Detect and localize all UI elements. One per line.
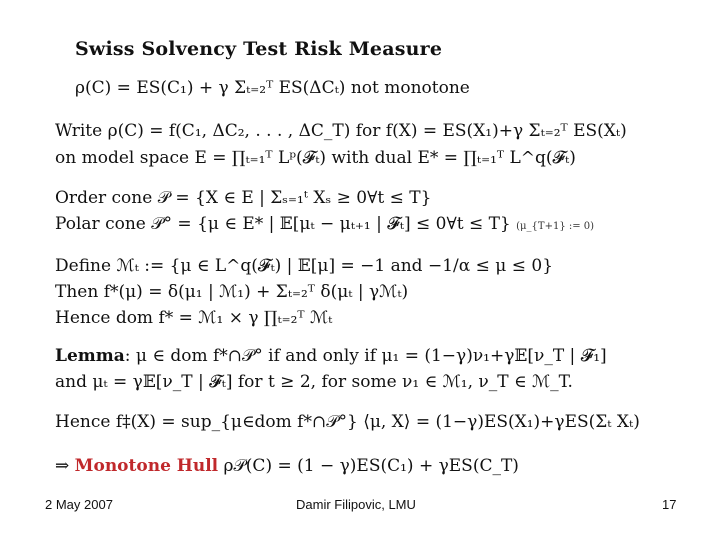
lemma-text-1: : μ ∈ dom f*∩𝒫° if and only if μ₁ = (1−γ)ν₁+γ𝔼[ν_T | 𝓕₁] bbox=[124, 346, 607, 366]
lemma-line-2: and μₜ = γ𝔼[ν_T | 𝓕ₜ] for t ≥ 2, for some ν₁ ∈ ℳ₁, ν_T ∈ ℳ_T. bbox=[55, 372, 573, 392]
hence-f-line: Hence f‡(X) = sup_{μ∈dom f*∩𝒫°} ⟨μ, X⟩ = (1−γ)ES(X₁)+γES(Σₜ Xₜ) bbox=[55, 412, 640, 432]
implies-arrow: ⇒ bbox=[55, 456, 70, 476]
rho-definition-line: ρ(C) = ES(C₁) + γ Σₜ₌₂ᵀ ES(ΔCₜ) not monotone bbox=[75, 78, 470, 98]
polar-cone-note: (μ_{T+1} := 0) bbox=[516, 221, 595, 232]
footer-page-number: 17 bbox=[662, 497, 677, 512]
write-line: Write ρ(C) = f(C₁, ΔC₂, . . . , ΔC_T) for f(X) = ES(X₁)+γ Σₜ₌₂ᵀ ES(Xₜ) bbox=[55, 121, 627, 141]
slide-title: Swiss Solvency Test Risk Measure bbox=[75, 38, 443, 60]
footer-date: 2 May 2007 bbox=[45, 497, 113, 512]
lemma-line-1 bbox=[55, 346, 607, 366]
monotone-hull-line bbox=[55, 456, 519, 476]
monotone-hull-label: Monotone Hull bbox=[74, 456, 219, 476]
then-line: Then f*(μ) = δ(μ₁ | ℳ₁) + Σₜ₌₂ᵀ δ(μₜ | γℳₜ) bbox=[55, 282, 409, 302]
footer-author: Damir Filipovic, LMU bbox=[296, 497, 416, 512]
polar-cone-text: Polar cone 𝒫° = {μ ∈ E* | 𝔼[μₜ − μₜ₊₁ | 𝓕ₜ] ≤ 0∀t ≤ T} bbox=[55, 214, 511, 234]
polar-cone-line bbox=[55, 214, 594, 237]
hence-dom-line: Hence dom f* = ℳ₁ × γ ∏ₜ₌₂ᵀ ℳₜ bbox=[55, 308, 333, 328]
define-line: Define ℳₜ := {μ ∈ L^q(𝓕ₜ) | 𝔼[μ] = −1 and −1/α ≤ μ ≤ 0} bbox=[55, 256, 554, 276]
model-space-line: on model space E = ∏ₜ₌₁ᵀ Lᵖ(𝓕ₜ) with dual E* = ∏ₜ₌₁ᵀ L^q(𝓕ₜ) bbox=[55, 148, 576, 168]
lemma-label: Lemma bbox=[55, 346, 125, 366]
monotone-hull-formula: ρ𝒫(C) = (1 − γ)ES(C₁) + γES(C_T) bbox=[223, 456, 519, 476]
order-cone-line: Order cone 𝒫 = {X ∈ E | Σₛ₌₁ᵗ Xₛ ≥ 0∀t ≤ T} bbox=[55, 188, 432, 208]
